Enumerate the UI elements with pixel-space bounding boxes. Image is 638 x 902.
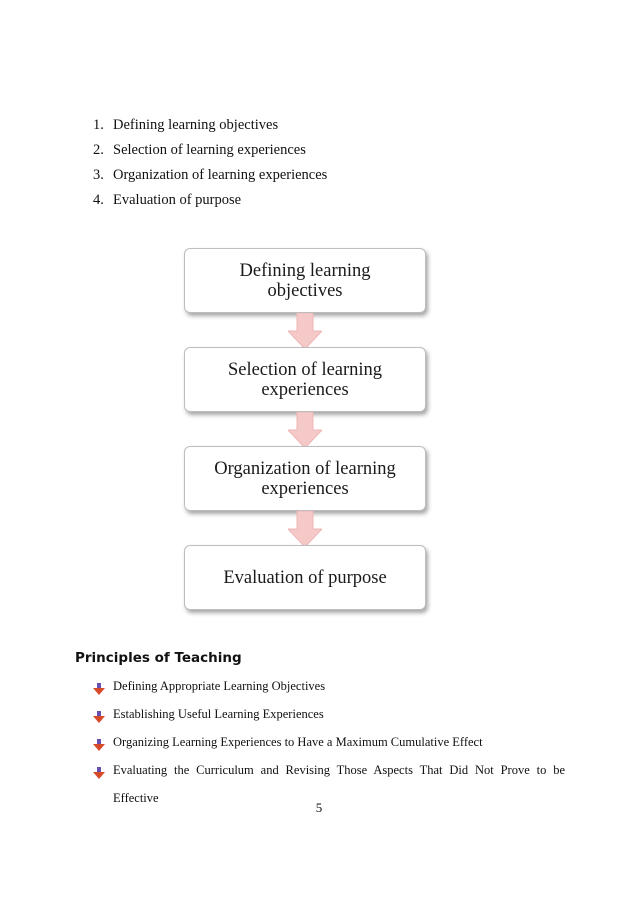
flow-step-organization: Organization of learning experiences [184,446,426,511]
numbered-list [93,113,327,213]
down-arrow-bullet-icon [93,703,113,731]
down-arrow-bullet-icon [93,675,113,703]
down-arrow-icon [288,412,322,448]
list-item: Evaluating the Curriculum and Revising Those Aspects That Did Not Prove to be [93,759,565,787]
list-item: Defining Appropriate Learning Objectives [93,675,565,703]
section-heading: Principles of Teaching [75,650,242,666]
flow-step-selection: Selection of learning experiences [184,347,426,412]
list-item: 1. Defining learning objectives [93,117,279,133]
flow-step-defining-objectives: Defining learning objectives [184,248,426,313]
list-item: 3. Organization of learning experiences [93,167,328,183]
page-number: 5 [315,800,323,815]
down-arrow-icon [288,313,322,349]
down-arrow-bullet-icon [93,759,113,787]
list-item: 4. Evaluation of purpose [93,192,242,208]
principles-list [93,675,565,810]
list-item: Organizing Learning Experiences to Have a Maximum Cumulative Effect [93,731,565,759]
down-arrow-icon [288,511,322,547]
list-item-continuation: Effective [113,791,159,805]
flow-step-evaluation: Evaluation of purpose [184,545,426,610]
list-item: 2. Selection of learning experiences [93,142,306,158]
list-item: Establishing Useful Learning Experiences [93,703,565,731]
down-arrow-bullet-icon [93,731,113,759]
